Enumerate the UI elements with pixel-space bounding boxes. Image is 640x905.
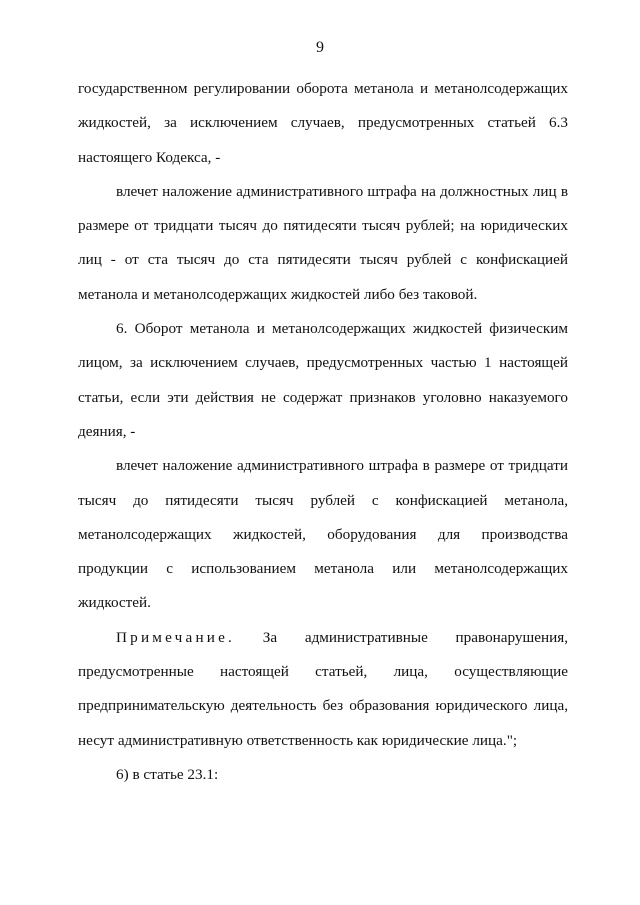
note-text: За административные правонарушения, предусмотренные настоящей статьей, лица, осуществляющие предпринимательскую деятельность без образования юридического лица, несут административную ответственность как юридические лица.";	[78, 628, 568, 749]
paragraph-penalty-individuals: влечет наложение административного штрафа в размере от тридцати тысяч до пятидесяти тысяч рублей с конфискацией метанола, метанолсодержащих жидкостей, оборудования для производства продукции с использованием метанола или метанолсодержащих жидкостей.	[78, 457, 568, 612]
paragraph-part-6: 6. Оборот метанола и метанолсодержащих жидкостей физическим лицом, за исключением случаев, предусмотренных частью 1 настоящей статьи, если эти действия не содержат признаков уголовно наказуемого деяния, -	[78, 320, 568, 440]
document-body	[78, 72, 568, 792]
paragraph-penalty-officials: влечет наложение административного штрафа на должностных лиц в размере от тридцати тысяч до пятидесяти тысяч рублей; на юридических лиц - от ста тысяч до ста пятидесяти тысяч рублей с конфискацией метанола и метанолсодержащих жидкостей либо без таковой.	[78, 182, 568, 303]
paragraph-note	[78, 621, 568, 758]
page-number: 9	[316, 39, 324, 56]
paragraph-item-6: 6) в статье 23.1:	[116, 765, 219, 783]
paragraph-continuation: государственном регулировании оборота метанола и метанолсодержащих жидкостей, за исключением случаев, предусмотренных статьей 6.3 настоящего Кодекса, -	[78, 80, 568, 166]
note-label: Примечание.	[116, 628, 236, 646]
